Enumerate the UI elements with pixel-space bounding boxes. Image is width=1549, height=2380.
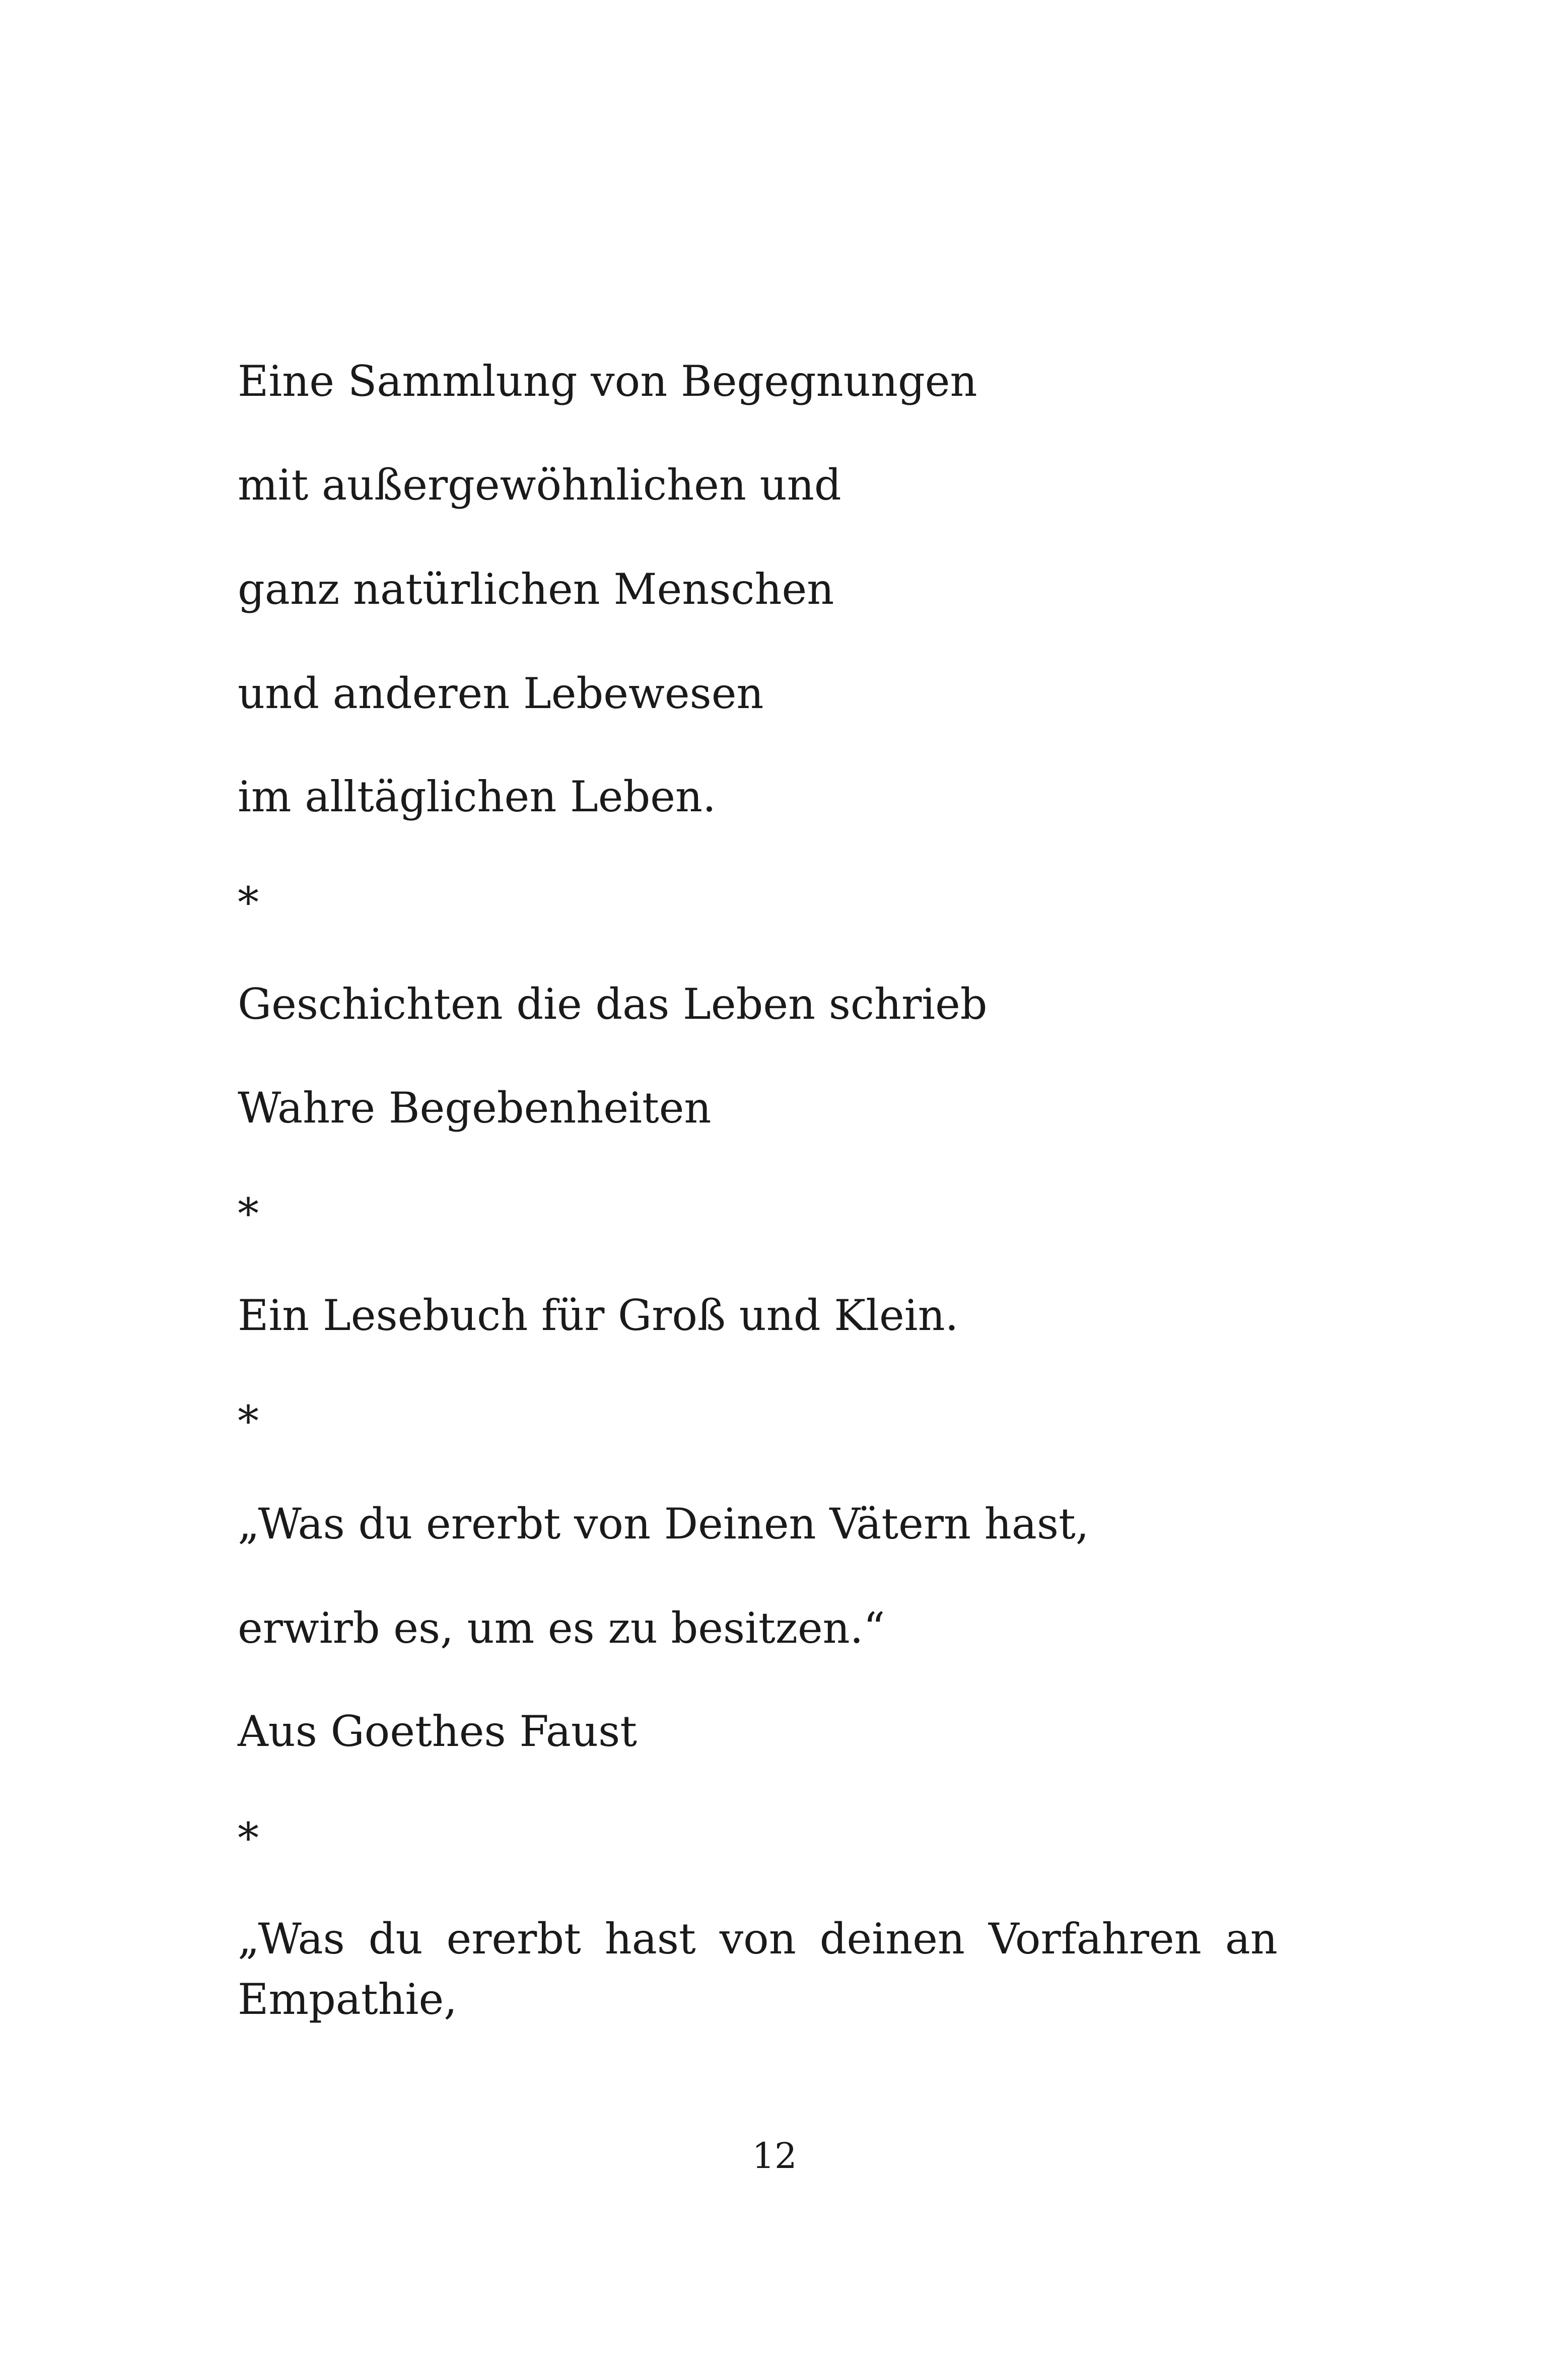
separator-asterisk-4: * xyxy=(238,1813,259,1863)
text-line-8: Ein Lesebuch für Groß und Klein. xyxy=(238,1291,959,1340)
text-line-10: Empathie, xyxy=(238,1975,457,2024)
quote-source: Aus Goethes Faust xyxy=(238,1707,637,1756)
separator-asterisk-3: * xyxy=(238,1396,259,1446)
text-line-2: mit außergewöhnlichen und xyxy=(238,460,841,510)
quote-line-1: „Was du ererbt von Deinen Vätern hast, xyxy=(238,1499,1089,1549)
page-number: 12 xyxy=(752,2135,797,2177)
text-line-5: im alltäglichen Leben. xyxy=(238,772,716,821)
quote-line-2: erwirb es, um es zu besitzen.“ xyxy=(238,1603,885,1653)
text-line-4: und anderen Lebewesen xyxy=(238,669,764,718)
text-line-7: Wahre Begebenheiten xyxy=(238,1083,712,1133)
separator-asterisk-1: * xyxy=(238,878,259,927)
text-line-6: Geschichten die das Leben schrieb xyxy=(238,979,988,1029)
text-line-1: Eine Sammlung von Begegnungen xyxy=(238,357,977,406)
text-line-9: „Was du ererbt hast von deinen Vorfahren an xyxy=(238,1914,1278,1964)
separator-asterisk-2: * xyxy=(238,1189,259,1238)
text-line-3: ganz natürlichen Menschen xyxy=(238,565,834,614)
